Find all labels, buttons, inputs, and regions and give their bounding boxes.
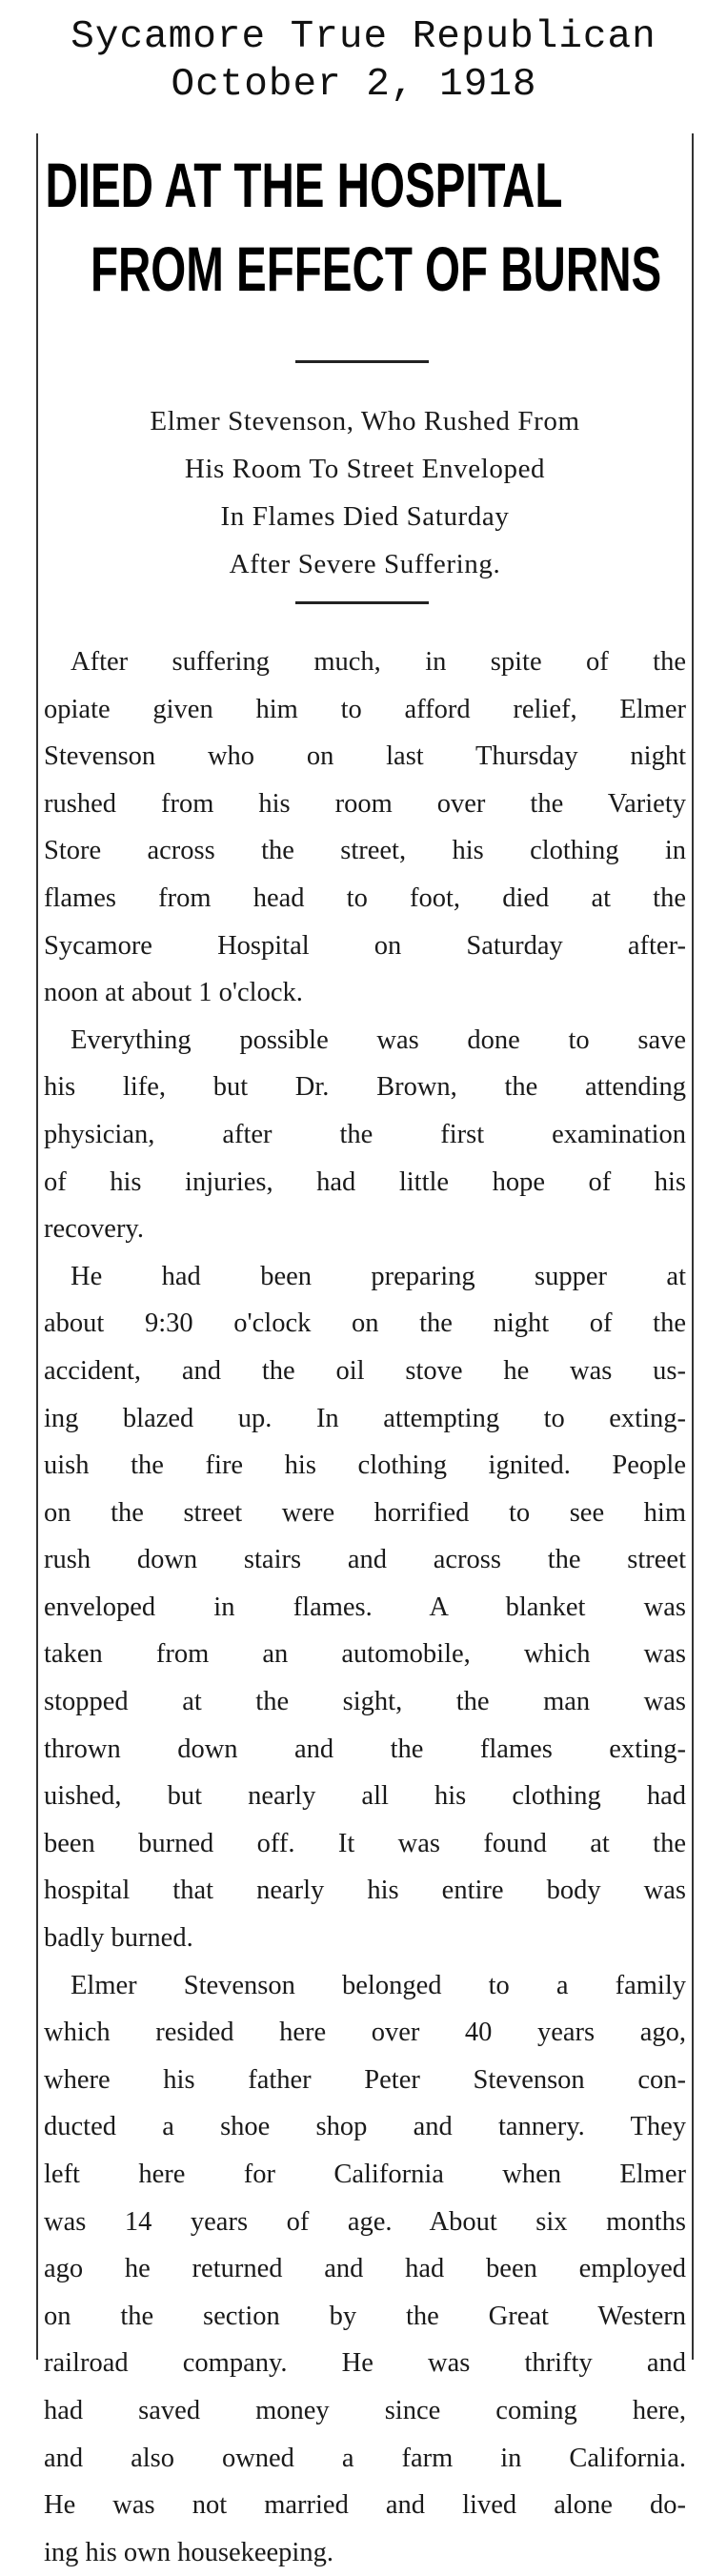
text-line: hospital that nearly his entire body was (44, 1876, 686, 1906)
text-line: physician, after the first examination (44, 1119, 686, 1149)
text-line: rushed from his room over the Variety (44, 788, 686, 819)
article-paragraph-4 (44, 1962, 686, 2576)
text-line: accident, and the oil stove he was us- (44, 1355, 686, 1386)
newspaper-clipping (44, 143, 686, 2576)
text-line: which resided here over 40 years ago, (44, 2018, 686, 2048)
text-line: was 14 years of age. About six months (44, 2206, 686, 2237)
text-line: opiate given him to afford relief, Elmer (44, 694, 686, 724)
text-line: had saved money since coming here, (44, 2395, 686, 2425)
text-line: stopped at the sight, the man was (44, 1687, 686, 1717)
text-line: on the section by the Great Western (44, 2301, 686, 2331)
headline-line-1: DIED AT THE HOSPITAL (45, 150, 563, 220)
text-line: flames from head to foot, died at the (44, 882, 686, 913)
clipping-left-border (36, 133, 38, 2360)
text-line: Everything possible was done to save (71, 1024, 686, 1055)
subhead-divider (295, 601, 429, 604)
text-line: Stevenson who on last Thursday night (44, 741, 686, 772)
text-line: He had been preparing supper at (71, 1261, 686, 1291)
text-line: uished, but nearly all his clothing had (44, 1781, 686, 1812)
text-line: about 9:30 o'clock on the night of the (44, 1308, 686, 1339)
subheadline (44, 397, 686, 588)
text-line: Elmer Stevenson belonged to a family (71, 1970, 686, 2000)
text-line: Store across the street, his clothing in (44, 836, 686, 866)
text-line: ducted a shoe shop and tannery. They (44, 2112, 686, 2142)
text-line: uish the fire his clothing ignited. People (44, 1450, 686, 1481)
text-line: ing his own housekeeping. (44, 2537, 333, 2567)
text-line: left here for California when Elmer (44, 2160, 686, 2189)
text-line: where his father Peter Stevenson con- (44, 2064, 686, 2095)
text-line: thrown down and the flames exting- (44, 1734, 686, 1764)
publication-name: Sycamore True Republican (71, 15, 656, 59)
text-line: noon at about 1 o'clock. (44, 978, 303, 1008)
text-line: After suffering much, in spite of the (71, 647, 686, 677)
article-paragraph-2 (44, 1017, 686, 1253)
text-line: rush down stairs and across the street (44, 1545, 686, 1575)
text-line: badly burned. (44, 1923, 193, 1954)
publication-date: October 2, 1918 (171, 63, 537, 107)
headline-line-2: FROM EFFECT OF BURNS (90, 233, 662, 304)
text-line: ing blazed up. In attempting to exting- (44, 1403, 686, 1433)
subhead-line: In Flames Died Saturday (220, 501, 510, 532)
text-line: He was not married and lived alone do- (44, 2490, 686, 2521)
text-line: been burned off. It was found at the (44, 1828, 686, 1858)
text-line: his life, but Dr. Brown, the attending (44, 1072, 686, 1103)
article-body (44, 639, 686, 2576)
subhead-line: His Room To Street Enveloped (184, 454, 546, 484)
text-line: and also owned a farm in California. (44, 2443, 686, 2473)
text-line: Sycamore Hospital on Saturday after- (44, 930, 686, 961)
text-line: recovery. (44, 1214, 144, 1245)
text-line: taken from an automobile, which was (44, 1639, 686, 1670)
article-paragraph-1 (44, 639, 686, 1017)
text-line: railroad company. He was thrifty and (44, 2348, 686, 2379)
text-line: on the street were horrified to see him (44, 1497, 686, 1528)
article-paragraph-3 (44, 1253, 686, 1962)
headline (44, 143, 662, 311)
clipping-right-border (692, 133, 694, 2360)
headline-divider (295, 360, 429, 363)
subhead-line: After Severe Suffering. (229, 549, 501, 579)
source-header (0, 0, 727, 109)
text-line: enveloped in flames. A blanket was (44, 1592, 686, 1622)
subhead-line: Elmer Stevenson, Who Rushed From (150, 406, 580, 436)
text-line: ago he returned and had been employed (44, 2254, 686, 2284)
text-line: of his injuries, had little hope of his (44, 1166, 686, 1197)
